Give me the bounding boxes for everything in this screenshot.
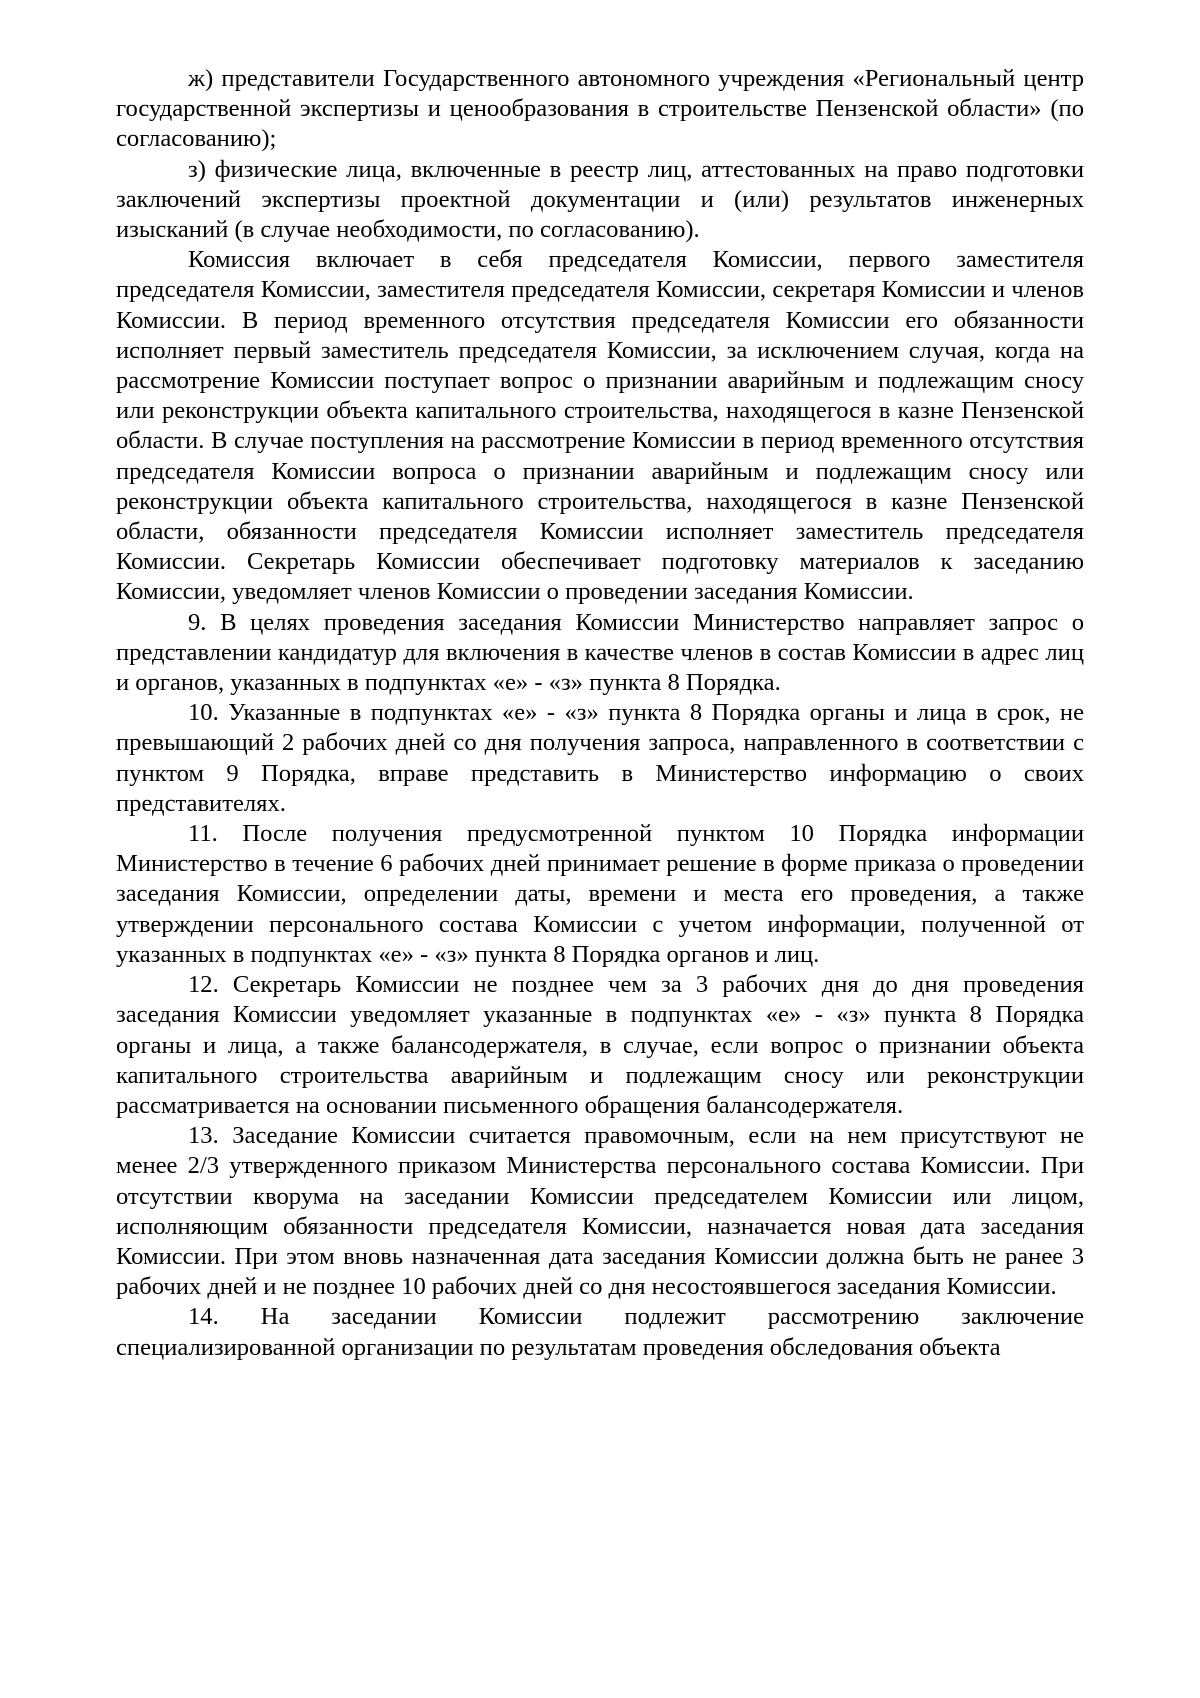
paragraph-clause-12: 12. Секретарь Комиссии не позднее чем за 3 рабочих дня до дня проведения заседания Комиссии уведомляет указанные в подпунктах «е» - «з» пункта 8 Порядка органы и лица, а также балансодержателя, в случае, если вопрос о признании объекта капитального строительства аварийным и подлежащим сносу или реконструкции рассматривается на основании письменного обращения балансодержателя. [116,971,1084,1119]
paragraph-clause-11: 11. После получения предусмотренной пунктом 10 Порядка информации Министерство в течение 6 рабочих дней принимает решение в форме приказа о проведении заседания Комиссии, определении даты, времени и места его проведения, а также утверждении персонального состава Комиссии с учетом информации, полученной от указанных в подпунктах «е» - «з» пункта 8 Порядка органов и лиц. [116,820,1084,968]
paragraph-commission-composition: Комиссия включает в себя председателя Комиссии, первого заместителя председателя Комиссии, заместителя председателя Комиссии, секретаря Комиссии и членов Комиссии. В период временного отсутствия председателя Комиссии его обязанности исполняет первый заместитель председателя Комиссии, за исключением случая, когда на рассмотрение Комиссии поступает вопрос о признании аварийным и подлежащим сносу или реконструкции объекта капитального строительства, находящегося в казне Пензенской области. В случае поступления на рассмотрение Комиссии в период временного отсутствия председателя Комиссии вопроса о признании аварийным и подлежащим сносу или реконструкции объекта капитального строительства, находящегося в казне Пензенской области, обязанности председателя Комиссии исполняет заместитель председателя Комиссии. Секретарь Комиссии обеспечивает подготовку материалов к заседанию Комиссии, уведомляет членов Комиссии о проведении заседания Комиссии. [116,246,1084,606]
paragraph-clause-13: 13. Заседание Комиссии считается правомочным, если на нем присутствуют не менее 2/3 утвержденного приказом Министерства персонального состава Комиссии. При отсутствии кворума на заседании Комиссии председателем Комиссии или лицом, исполняющим обязанности председателя Комиссии, назначается новая дата заседания Комиссии. При этом вновь назначенная дата заседания Комиссии должна быть не ранее 3 рабочих дней и не позднее 10 рабочих дней со дня несостоявшегося заседания Комиссии. [116,1122,1084,1301]
paragraph-clause-9: 9. В целях проведения заседания Комиссии Министерство направляет запрос о представлении кандидатур для включения в качестве членов в состав Комиссии в адрес лиц и органов, указанных в подпунктах «е» - «з» пункта 8 Порядка. [116,608,1084,697]
paragraph-clause-10: 10. Указанные в подпунктах «е» - «з» пункта 8 Порядка органы и лица в срок, не превышающий 2 рабочих дней со дня получения запроса, направленного в соответствии с пунктом 9 Порядка, вправе представить в Министерство информацию о своих представителях. [116,699,1084,817]
paragraph-item-zh: ж) представители Государственного автономного учреждения «Региональный центр государственной экспертизы и ценообразования в строительстве Пензенской области» (по согласованию); [116,65,1084,153]
document-page [116,64,1084,1363]
paragraph-clause-14: 14. На заседании Комиссии подлежит рассмотрению заключение специализированной организации по результатам проведения обследования объекта [116,1303,1084,1361]
paragraph-item-z: з) физические лица, включенные в реестр лиц, аттестованных на право подготовки заключений экспертизы проектной документации и (или) результатов инженерных изысканий (в случае необходимости, по согласованию). [116,155,1084,244]
